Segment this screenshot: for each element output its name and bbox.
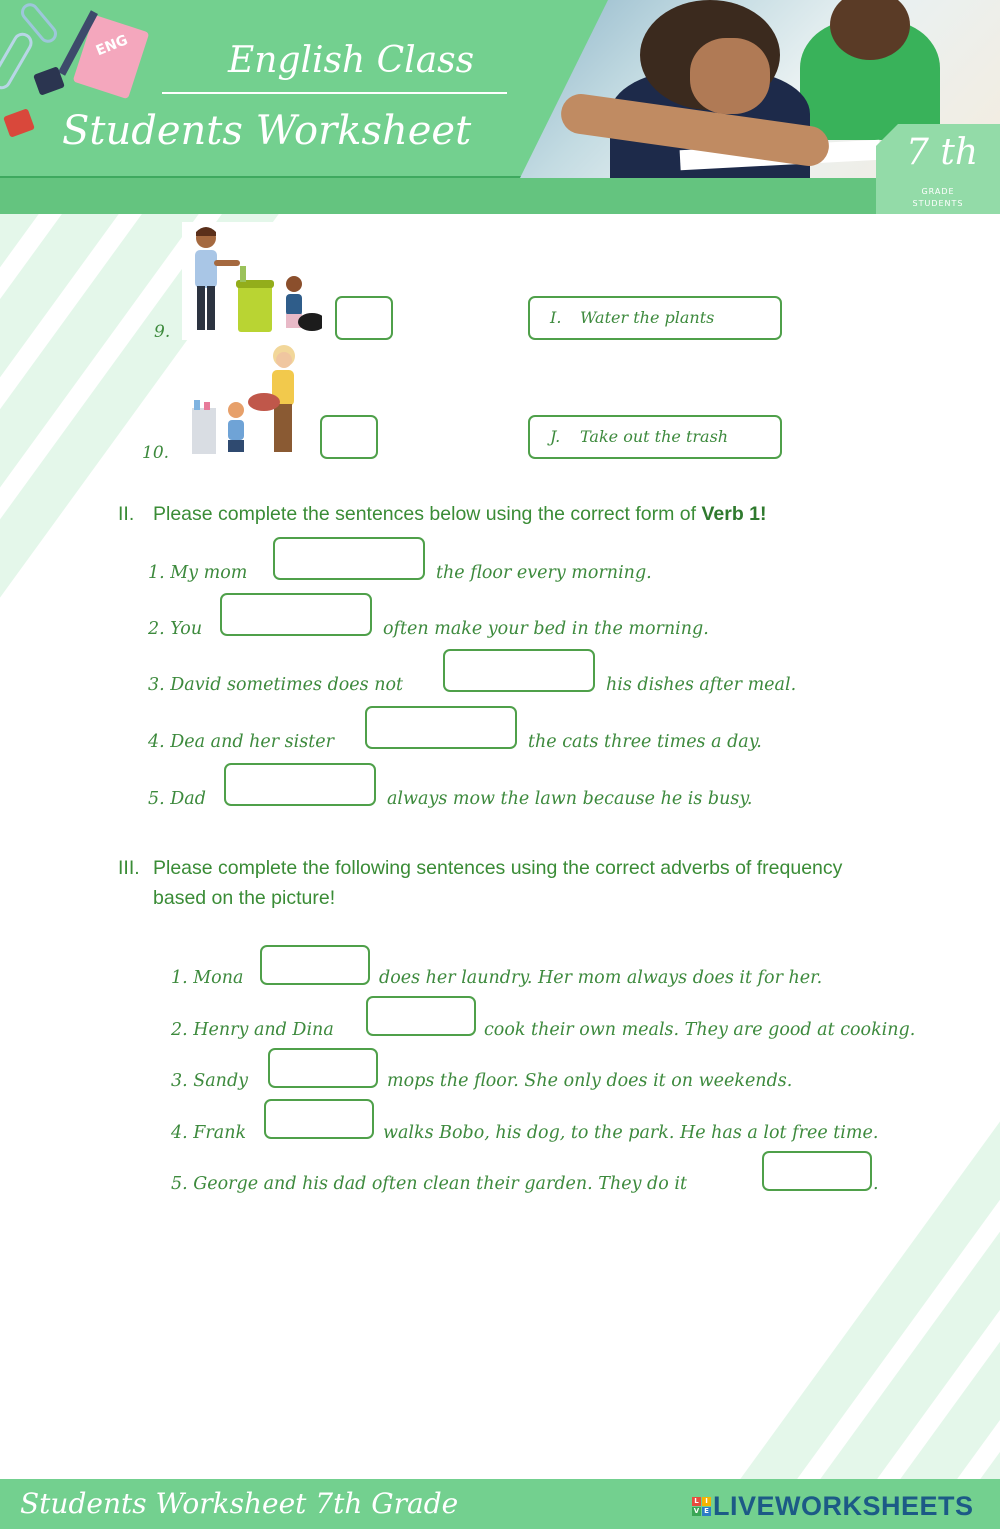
adverb-answer-2[interactable]: [366, 996, 476, 1036]
item-number: 9.: [154, 322, 171, 342]
footer-title: Students Worksheet 7th Grade: [20, 1487, 459, 1520]
adverb-sentence-1-start: 1. Mona: [171, 968, 244, 988]
verb-sentence-5-end: always mow the lawn because he is busy.: [387, 789, 753, 809]
adverb-sentence-5-end: .: [873, 1174, 879, 1194]
adverb-sentence-2-start: 2. Henry and Dina: [171, 1020, 334, 1040]
verb-sentence-4-end: the cats three times a day.: [528, 732, 762, 752]
brand-name: LIVEWORKSHEETS: [713, 1491, 974, 1521]
option-j[interactable]: J. Take out the trash: [528, 415, 782, 459]
grade-number: 7 th: [906, 132, 978, 173]
section-3-instruction: III. Please complete the following sentences using the correct adverbs of frequency based on the picture!: [118, 857, 843, 909]
verb-sentence-2-end: often make your bed in the morning.: [383, 619, 709, 639]
laundry-picture: [186, 342, 306, 460]
adverb-sentence-3-end: mops the floor. She only does it on weekends.: [387, 1071, 793, 1091]
header-subtitle: Students Worksheet: [62, 108, 472, 154]
adverb-sentence-4-end: walks Bobo, his dog, to the park. He has a lot free time.: [383, 1123, 879, 1143]
section-2-instruction: II. Please complete the sentences below using the correct form of Verb 1!: [118, 503, 767, 525]
verb-sentence-4-start: 4. Dea and her sister: [148, 732, 334, 752]
adverb-sentence-1-end: does her laundry. Her mom always does it for her.: [379, 968, 823, 988]
verb-answer-5[interactable]: [224, 763, 376, 806]
trash-picture: [182, 222, 322, 340]
adverb-sentence-2-end: cook their own meals. They are good at cooking.: [484, 1020, 916, 1040]
verb-sentence-3-start: 3. David sometimes does not: [148, 675, 404, 695]
adverb-answer-5[interactable]: [762, 1151, 872, 1191]
verb-answer-3[interactable]: [443, 649, 595, 692]
verb-sentence-5-start: 5. Dad: [148, 789, 206, 809]
notebook-icon: ENG: [73, 15, 150, 99]
liveworksheets-icon: L I V E: [692, 1497, 711, 1516]
option-i[interactable]: I. Water the plants: [528, 296, 782, 340]
header-title: English Class: [228, 40, 475, 81]
liveworksheets-logo[interactable]: [692, 1491, 974, 1522]
worksheet-footer: [0, 1479, 1000, 1529]
adverb-sentence-5-start: 5. George and his dad often clean their garden. They do it: [171, 1174, 687, 1194]
grade-label: GRADE STUDENTS: [912, 187, 964, 208]
answer-box-9[interactable]: [335, 296, 393, 340]
adverb-answer-1[interactable]: [260, 945, 370, 985]
verb-sentence-2-start: 2. You: [148, 619, 203, 639]
verb-answer-2[interactable]: [220, 593, 372, 636]
adverb-answer-3[interactable]: [268, 1048, 378, 1088]
verb-sentence-1-end: the floor every morning.: [436, 563, 652, 583]
verb-sentence-3-end: his dishes after meal.: [606, 675, 797, 695]
adverb-sentence-4-start: 4. Frank: [171, 1123, 247, 1143]
item-number: 10.: [142, 443, 170, 463]
verb-answer-4[interactable]: [365, 706, 517, 749]
verb-answer-1[interactable]: [273, 537, 425, 580]
answer-box-10[interactable]: [320, 415, 378, 459]
adverb-sentence-3-start: 3. Sandy: [171, 1071, 249, 1091]
adverb-answer-4[interactable]: [264, 1099, 374, 1139]
verb-sentence-1-start: 1. My mom: [148, 563, 248, 583]
